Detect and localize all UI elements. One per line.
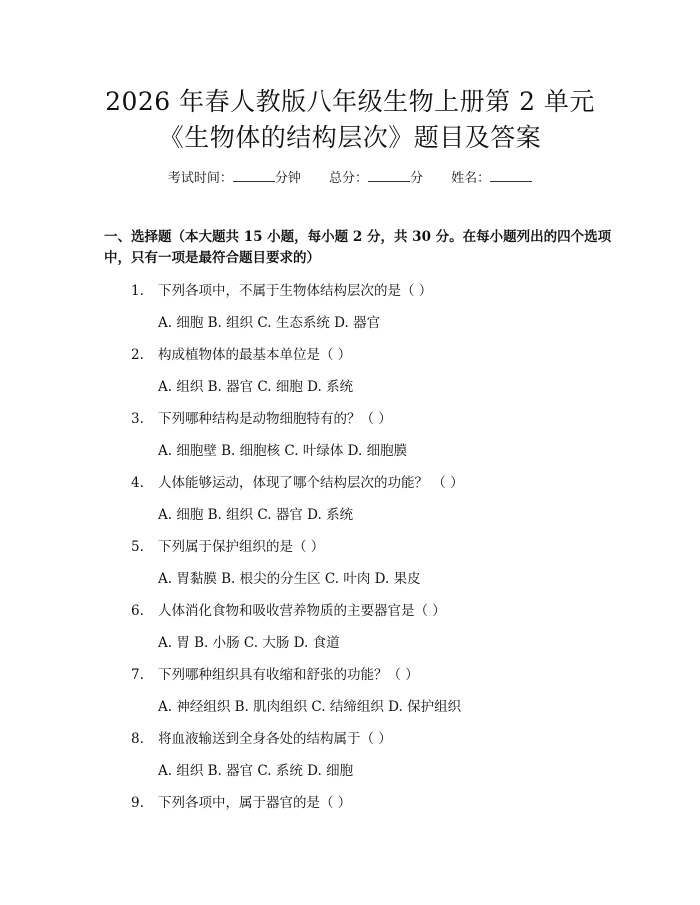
exam-time-label: 考试时间： (167, 171, 233, 186)
question-text: 下列各项中，不属于生物体结构层次的是（ ） (158, 283, 433, 299)
question-text: 人体消化食物和吸收营养物质的主要器官是（ ） (158, 603, 446, 619)
exam-time (168, 168, 301, 189)
question-4-options: A. 细胞 B. 组织 C. 器官 D. 系统 (158, 507, 354, 523)
exam-title-line-2: 《生物体的结构层次》题目及答案 (158, 123, 542, 152)
question-number: 4. (131, 475, 144, 491)
question-text: 下列各项中，属于器官的是（ ） (158, 795, 352, 811)
question-9 (131, 793, 351, 813)
question-3 (131, 409, 392, 429)
exam-title-line-1: 2026 年春人教版八年级生物上册第 2 单元 (105, 87, 595, 116)
question-number: 1. (131, 283, 144, 299)
question-number: 2. (131, 347, 144, 363)
exam-score-blank (368, 168, 410, 182)
question-text: 下列哪种结构是动物细胞特有的？（ ） (158, 411, 392, 427)
question-7-options: A. 神经组织 B. 肌肉组织 C. 结缔组织 D. 保护组织 (158, 699, 462, 715)
question-text: 下列哪种组织具有收缩和舒张的功能？（ ） (158, 667, 419, 683)
exam-score-label: 总分： (328, 171, 368, 186)
section-heading: 一、选择题（本大题共 15 小题，每小题 2 分，共 30 分。在每小题列出的四个选项中，只有一项是最符合题目要求的） (104, 229, 612, 266)
exam-name-label: 姓名： (451, 171, 491, 186)
question-number: 5. (131, 539, 144, 555)
exam-time-blank (233, 168, 275, 182)
exam-score-unit: 分 (410, 171, 424, 186)
question-number: 8. (131, 731, 144, 747)
exam-name-blank (490, 168, 532, 182)
question-number: 7. (131, 667, 144, 683)
exam-score (329, 168, 423, 189)
question-text: 构成植物体的最基本单位是（ ） (158, 347, 352, 363)
question-text: 将血液输送到全身各处的结构属于（ ） (158, 731, 392, 747)
question-2-options: A. 组织 B. 器官 C. 细胞 D. 系统 (158, 379, 354, 395)
question-number: 9. (131, 795, 144, 811)
question-number: 3. (131, 411, 144, 427)
question-8 (131, 729, 392, 749)
question-6-options: A. 胃 B. 小肠 C. 大肠 D. 食道 (158, 635, 340, 651)
question-number: 6. (131, 603, 144, 619)
exam-meta (0, 168, 700, 189)
question-text: 下列属于保护组织的是（ ） (158, 539, 325, 555)
question-7 (131, 665, 419, 685)
question-1-options: A. 细胞 B. 组织 C. 生态系统 D. 器官 (158, 315, 381, 331)
question-text: 人体能够运动，体现了哪个结构层次的功能？ （ ） (158, 475, 464, 491)
question-3-options: A. 细胞壁 B. 细胞核 C. 叶绿体 D. 细胞膜 (158, 443, 408, 459)
question-5-options: A. 胃黏膜 B. 根尖的分生区 C. 叶肉 D. 果皮 (158, 571, 421, 587)
question-5 (131, 537, 324, 557)
question-4 (131, 473, 464, 493)
question-2 (131, 345, 351, 365)
question-1 (131, 281, 432, 301)
exam-name (451, 168, 532, 189)
question-6 (131, 601, 446, 621)
question-8-options: A. 组织 B. 器官 C. 系统 D. 细胞 (158, 763, 354, 779)
exam-time-unit: 分钟 (274, 171, 301, 186)
